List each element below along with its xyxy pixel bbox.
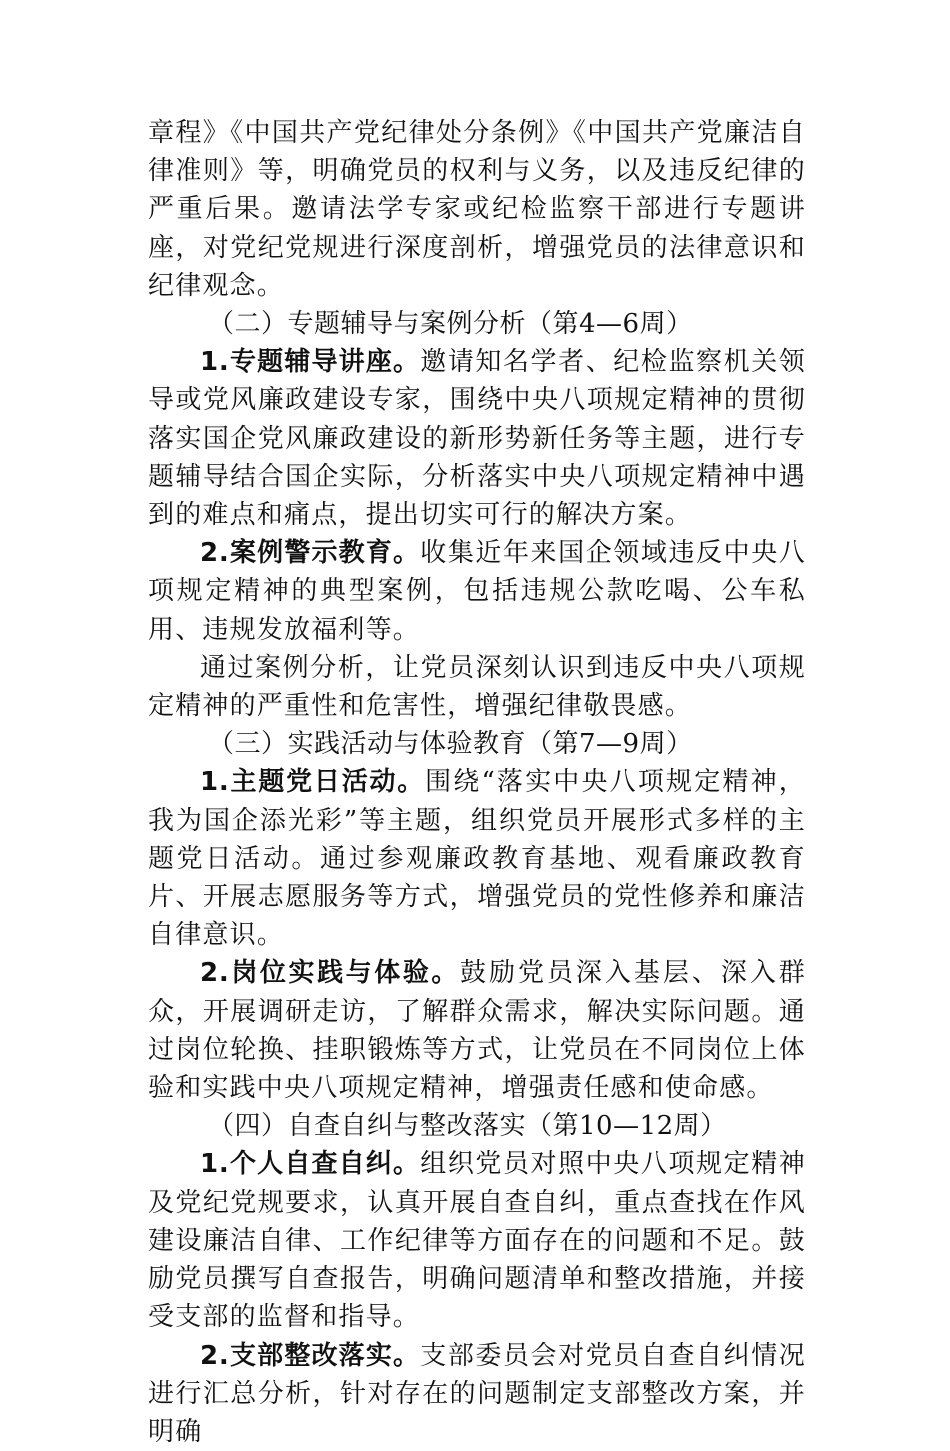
section-2-item-1 — [148, 343, 806, 534]
section-3-item-1 — [148, 763, 806, 954]
item-title: 2.案例警示教育。 — [200, 538, 420, 568]
section-heading-2: （二）专题辅导与案例分析（第4—6周） — [148, 305, 806, 343]
document-body — [148, 114, 806, 1451]
continuation-paragraph: 章程》《中国共产党纪律处分条例》《中国共产党廉洁自律准则》等，明确党员的权利与义务，以及违反纪律的严重后果。邀请法学专家或纪检监察干部进行专题讲座，对党纪党规进行深度剖析，增强党员的法律意识和纪律观念。 — [148, 114, 806, 305]
item-body: 支部委员会对党员自查自纠情况进行汇总分析，针对存在的问题制定支部整改方案，并明确 — [148, 1341, 806, 1447]
item-title: 1.专题辅导讲座。 — [200, 347, 420, 377]
item-title: 2.支部整改落实。 — [200, 1341, 420, 1371]
item-body: 邀请知名学者、纪检监察机关领导或党风廉政建设专家，围绕中央八项规定精神的贯彻落实国企党风廉政建设的新形势新任务等主题，进行专题辅导结合国企实际，分析落实中央八项规定精神中遇到的难点和痛点，提出切实可行的解决方案。 — [148, 347, 806, 530]
section-2-paragraph: 通过案例分析，让党员深刻认识到违反中央八项规定精神的严重性和危害性，增强纪律敬畏感。 — [148, 649, 806, 725]
item-title: 1.主题党日活动。 — [200, 767, 425, 797]
section-4-item-2 — [148, 1337, 806, 1451]
item-body: 收集近年来国企领域违反中央八项规定精神的典型案例，包括违规公款吃喝、公车私用、违规发放福利等。 — [148, 538, 806, 644]
section-4-item-1 — [148, 1145, 806, 1336]
section-3-item-2 — [148, 954, 806, 1107]
item-title: 1.个人自查自纠。 — [200, 1149, 420, 1179]
item-body: 鼓励党员深入基层、深入群众，开展调研走访，了解群众需求，解决实际问题。通过岗位轮换、挂职锻炼等方式，让党员在不同岗位上体验和实践中央八项规定精神，增强责任感和使命感。 — [148, 958, 806, 1103]
item-body: 组织党员对照中央八项规定精神及党纪党规要求，认真开展自查自纠，重点查找在作风建设廉洁自律、工作纪律等方面存在的问题和不足。鼓励党员撰写自查报告，明确问题清单和整改措施，并接受支部的监督和指导。 — [148, 1149, 806, 1332]
section-heading-3: （三）实践活动与体验教育（第7—9周） — [148, 725, 806, 763]
item-title: 2.岗位实践与体验。 — [200, 958, 460, 988]
section-2-item-2 — [148, 534, 806, 649]
item-body: 围绕“落实中央八项规定精神，我为国企添光彩”等主题，组织党员开展形式多样的主题党日活动。通过参观廉政教育基地、观看廉政教育片、开展志愿服务等方式，增强党员的党性修养和廉洁自律意识。 — [148, 767, 806, 950]
section-heading-4: （四）自查自纠与整改落实（第10—12周） — [148, 1107, 806, 1145]
